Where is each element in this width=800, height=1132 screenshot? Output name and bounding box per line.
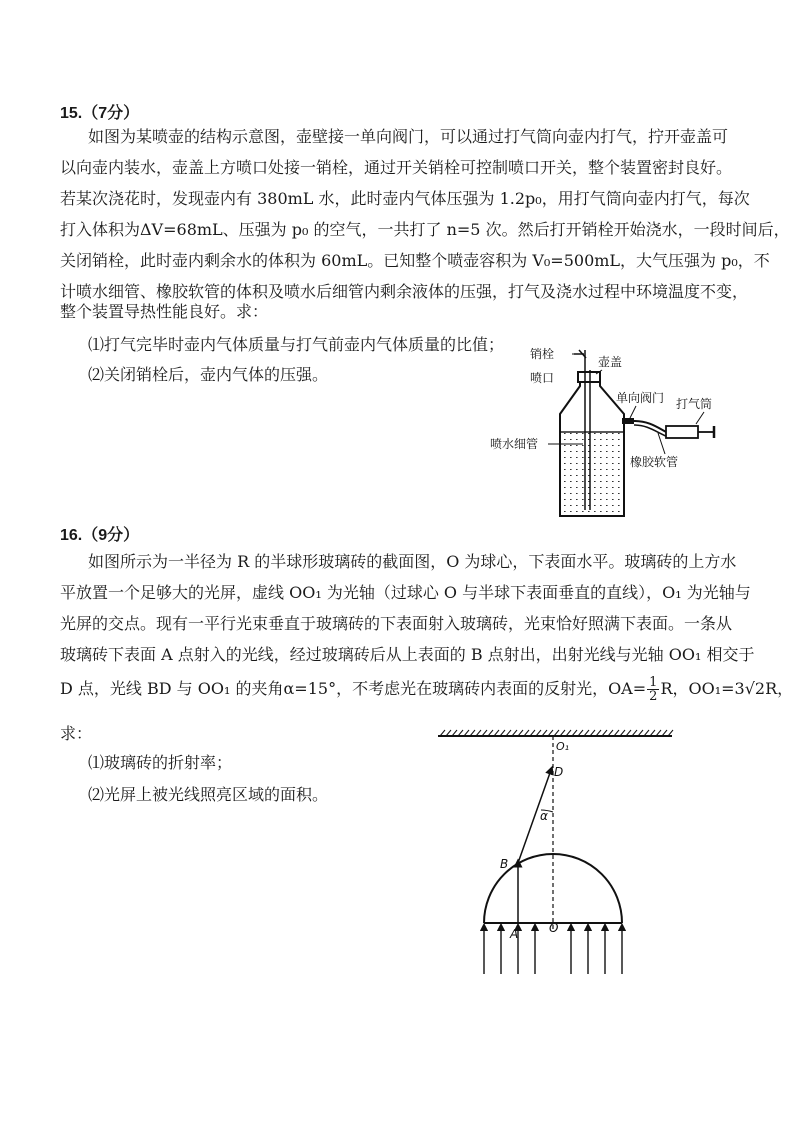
q15-line-7: 整个装置导热性能良好。求： — [60, 302, 269, 321]
q15-line-2: 以向壶内装水，壶盖上方喷口处接一销栓，通过开关销栓可控制喷口开关，整个装置密封良好。 — [60, 158, 733, 177]
label-alpha: α — [540, 809, 548, 823]
sprayer-diagram — [490, 336, 730, 526]
label-pump: 打气筒 — [676, 397, 713, 411]
q16-line-4: 玻璃砖下表面 A 点射入的光线，经过玻璃砖后从上表面的 B 点射出，出射光线与光轴 OO₁ 相交于 — [60, 645, 755, 664]
q16-ask: 求： — [60, 724, 93, 743]
q16-subquestion-2: ⑵光屏上被光线照亮区域的面积。 — [88, 785, 329, 804]
label-o1: O₁ — [556, 740, 570, 753]
label-b: B — [500, 857, 509, 871]
q16-line-1: 如图所示为一半径为 R 的半球形玻璃砖的截面图，O 为球心，下表面水平。玻璃砖的上方水 — [88, 552, 737, 571]
optics-diagram — [436, 722, 676, 984]
q16-line-5-suffix: R，OO₁=3√2R， — [660, 679, 794, 698]
fraction-numerator: 1 — [649, 675, 658, 690]
q15-line-6: 计喷水细管、橡胶软管的体积及喷水后细管内剩余液体的压强，打气及浇水过程中环境温度不变， — [60, 282, 749, 301]
q15-subquestion-2: ⑵关闭销栓后，壶内气体的压强。 — [88, 365, 329, 384]
air-pump — [666, 426, 698, 438]
q16-header: 16.（9分） — [60, 527, 140, 544]
q15-header: 15.（7分） — [60, 105, 140, 122]
q16-line-3: 光屏的交点。现有一平行光束垂直于玻璃砖的下表面射入玻璃砖，光束恰好照满下表面。一条从 — [60, 614, 733, 633]
q16-subquestion-1: ⑴玻璃砖的折射率； — [88, 753, 233, 772]
fraction-one-half — [647, 676, 659, 703]
rubber-hose — [634, 421, 670, 434]
q16-line-2: 平放置一个足够大的光屏，虚线 OO₁ 为光轴（过球心 O 与半球下表面垂直的直线），O₁ 为光轴与 — [60, 583, 751, 602]
label-valve: 单向阀门 — [616, 391, 665, 405]
fraction-denominator: 2 — [649, 689, 658, 704]
label-o: O — [549, 921, 559, 935]
one-way-valve — [622, 418, 634, 424]
q15-line-1: 如图为某喷壶的结构示意图，壶壁接一单向阀门，可以通过打气筒向壶内打气，拧开壶盖可 — [88, 127, 729, 146]
q15-line-5: 关闭销栓，此时壶内剩余水的体积为 60mL。已知整个喷壶容积为 V₀=500mL，大气压强为 p₀，不 — [60, 251, 770, 270]
label-nozzle: 喷口 — [530, 371, 555, 385]
label-pin: 销栓 — [530, 347, 555, 361]
q15-subquestion-1: ⑴打气完毕时壶内气体质量与打气前壶内气体质量的比值； — [88, 335, 505, 354]
q16-line-5 — [60, 676, 793, 703]
q16-line-5-prefix: D 点，光线 BD 与 OO₁ 的夹角α=15°，不考虑光在玻璃砖内表面的反射光，OA= — [60, 679, 647, 698]
label-lid: 壶盖 — [598, 355, 623, 369]
label-hose: 橡胶软管 — [630, 455, 679, 469]
q15-line-4: 打入体积为ΔV=68mL、压强为 p₀ 的空气，一共打了 n=5 次。然后打开销栓开始浇水，一段时间后， — [60, 220, 790, 239]
water-fill — [560, 432, 624, 516]
label-a: A — [510, 927, 519, 941]
label-tube: 喷水细管 — [490, 437, 539, 451]
q15-line-3: 若某次浇花时，发现壶内有 380mL 水，此时壶内气体压强为 1.2p₀，用打气筒向壶内打气，每次 — [60, 189, 750, 208]
label-d: D — [554, 765, 564, 779]
